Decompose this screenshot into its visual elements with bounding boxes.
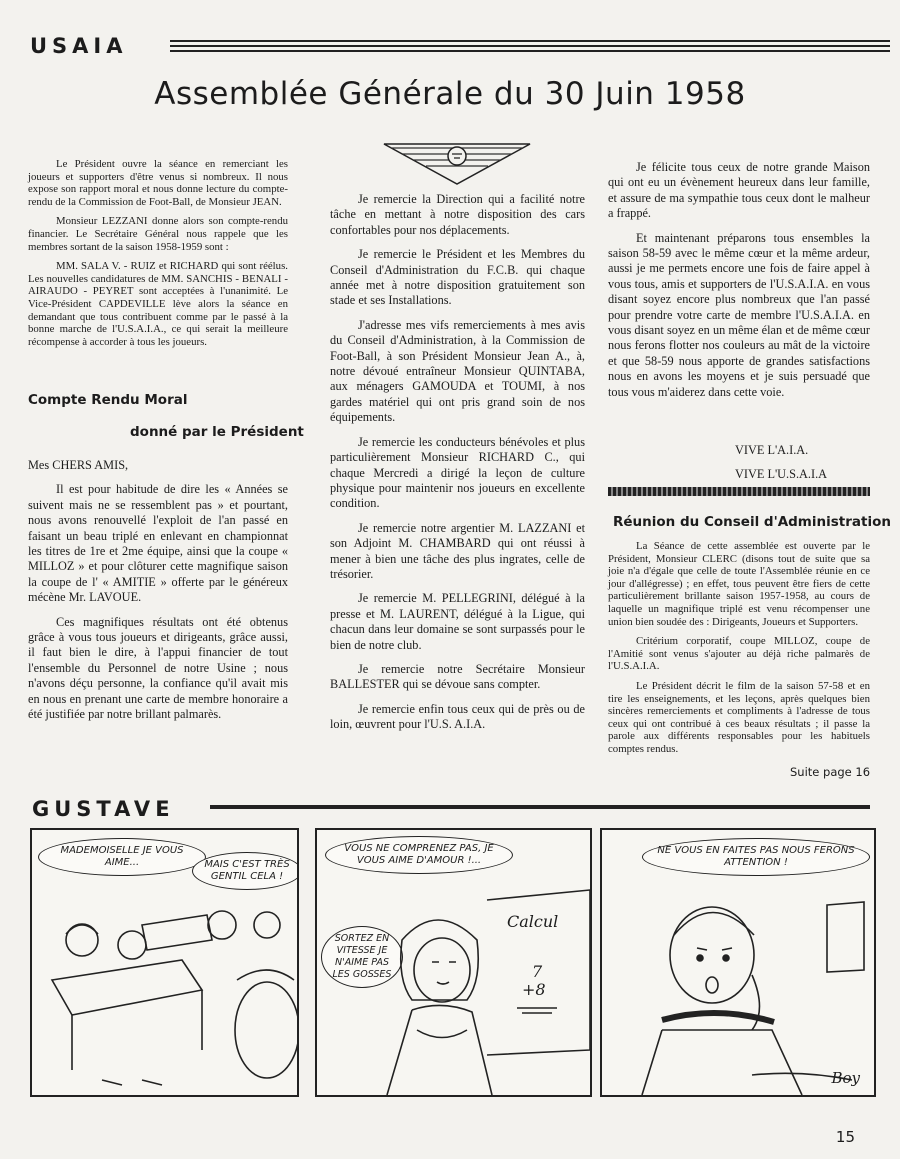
reunion-paragraph: La Séance de cette assemblée est ouverte par le Président, Monsieur CLERC (disons tout de suite que sa joie n'a d'égale que celle de toute l'Assemblée réunie en ce jour d'allégresse) ; en effet, tous peuvent être fiers de cette particulièrement brillante saison 1957-1958, au cours de laquelle un magnifique triplé est venu récompenser une union bien soudée des : Dirigeants, Joueurs et Supporters.	[608, 540, 870, 628]
speech-bubble: NE VOUS EN FAITES PAS NOUS FERONS ATTENTION !	[642, 838, 870, 876]
comic-panel-2	[315, 828, 592, 1097]
intro-paragraph: Le Président ouvre la séance en remerciant les joueurs et supporters d'être venus si nombreux. Il nous expose son rapport moral et nous donne lecture du compte-rendu de la Commission de Foot-Ball, de Monsieur JEAN.	[28, 158, 288, 208]
column-3	[608, 160, 870, 409]
continued-note: Suite page 16	[790, 765, 871, 779]
blackboard-title: Calcul	[507, 912, 559, 931]
body-paragraph: Je félicite tous ceux de notre grande Maison qui ont eu un évènement heureux dans leur famille, et assure de ma sympathie tous ceux dont le malheur a frappé.	[608, 160, 870, 221]
body-paragraph: Je remercie notre argentier M. LAZZANI et son Adjoint M. CHAMBARD qui ont réussi à mener à bien une tâche des plus ingrates, celle de trésorier.	[330, 520, 585, 581]
speech-bubble: VOUS NE COMPRENEZ PAS, JE VOUS AIME D'AMOUR !...	[325, 836, 513, 874]
column-1	[28, 158, 288, 355]
reunion-paragraph: Le Président décrit le film de la saison 57-58 et en tire les enseignements, et les leçons, après quelques bien sincères remerciements et compliments à l'adresse de tous ceux qui ont contribué à ces beaux résultats ; il passe la parole aux différents responsables pour les habituels comptes rendus.	[608, 679, 870, 755]
teacher-drawing	[317, 830, 590, 1095]
intro-paragraph: Monsieur LEZZANI donne alors son compte-rendu financier. Le Secrétaire Général nous rappele que les membres sortant de la saison 1958-1959 sont :	[28, 215, 288, 253]
reunion-paragraph: Critérium corporatif, coupe MILLOZ, coupe de l'Amitié sont venus s'ajouter au déjà riche palmarès de l'U.S.A.I.A.	[608, 635, 870, 673]
speech-bubble: SORTEZ EN VITESSE JE N'AIME PAS LES GOSSES	[321, 926, 403, 988]
comic-panel-1	[30, 828, 299, 1097]
body-paragraph: Et maintenant préparons tous ensembles la saison 58-59 avec le même cœur et la même ardeur, aussi je me permets encore une fois de faire appel à vous tous, amis et supporters de l'U.S.A.I.A. en vous disant soyez encore plus nombreux que l'an passé pour prendre votre carte de membre l'U.S.A.I.A. en vous disant soyez en un même élan et de même cœur nous ferons flotter nos couleurs au mât de la victoire et que 58-59 nous apporte de grandes satisfactions nous en avons les moyens et je suis persuadé que tous vous m'aiderez dans cette voie.	[608, 230, 870, 399]
body-paragraph: J'adresse mes vifs remerciements à mes avis du Conseil d'Administration, à la Commission de Foot-Ball, à son Président Monsieur Jean A., à, notre dévoué entraîneur Monsieur QUINTABA, aux ménagers GAMOUDA et TOUMI, à nos gardes matériel qui ont pris grand soin de nos équipements.	[330, 317, 585, 425]
artist-signature: Boy	[831, 1069, 860, 1087]
body-paragraph: Je remercie la Direction qui a facilité notre tâche en mettant à notre disposition des cars confortables pour nos déplacements.	[330, 192, 585, 237]
boy-drawing	[602, 830, 874, 1095]
comic-title-rule	[210, 805, 870, 809]
body-paragraph: Je remercie enfin tous ceux qui de près ou de loin, œuvrent pour l'U.S. A.I.A.	[330, 701, 585, 732]
winged-emblem-icon	[382, 140, 532, 188]
speech-bubble: MADEMOISELLE JE VOUS AIME...	[38, 838, 206, 876]
blackboard-number: 7	[532, 962, 543, 981]
intro-paragraph: MM. SALA V. - RUIZ et RICHARD qui sont réélus. Les nouvelles candidatures de MM. SANCHIS - BENALI - AIRAUDO - PEYRET sont acceptées à l'unanimité. Le Vice-Président CAPDEVILLE lève alors la séance en demandant que tous contribuent comme par le passé à la bonne marche de l'U.S.A.I.A., ce qui serait la meilleure récompense à accorder à tous les joueurs.	[28, 260, 288, 348]
vive-usaia: VIVE L'U.S.A.I.A	[735, 467, 828, 481]
reunion-text	[608, 540, 870, 763]
subheading-president: donné par le Président	[130, 424, 304, 440]
body-paragraph: Je remercie notre Secrétaire Monsieur BALLESTER qui se dévoue sans compter.	[330, 661, 585, 692]
comic-title: GUSTAVE	[32, 797, 175, 821]
body-paragraph: Ces magnifiques résultats ont été obtenus grâce à vous tous joueurs et dirigeants, grâce aussi, il faut bien le dire, à l'appui financier de tout l'ensemble du Personnel de notre Usine ; nous n'avons déçu personne, la confiance qu'il avait mis en nous en prenant une carte de membre honoraire a été justifiée par notre brillant palmarès.	[28, 614, 288, 722]
comic-panel-3	[600, 828, 876, 1097]
body-paragraph: Je remercie le Président et les Membres du Conseil d'Administration du F.C.B. qui chaque année met à notre disposition gratuitement son stade et ses Installations.	[330, 247, 585, 308]
body-paragraph: Je remercie les conducteurs bénévoles et plus particulièrement Monsieur RICHARD C., qui chaque Mercredi a dirigé la leçon de culture physique pour maintenir nos joueurs en excellente condition.	[330, 434, 585, 511]
speech-bubble: MAIS C'EST TRÈS GENTIL CELA !	[192, 852, 299, 890]
column-1-body	[28, 458, 288, 732]
vive-aia: VIVE L'A.I.A.	[735, 443, 809, 457]
body-paragraph: Il est pour habitude de dire les « Années se suivent mais ne se ressemblent pas » et pourtant, nous avons renouvellé l'exploit de l'an passé en faisant un beau triplé en enlevant en championnat les titres de 1re et 2me équipe, ainsi que la coupe « MILLOZ » et pour clôturer cette magnifique saison la coupe de l' « AMITIE » offerte par le généreux mécène Mr. LAVOUE.	[28, 482, 288, 605]
usaia-logo: USAIA	[30, 34, 128, 58]
column-2	[330, 192, 585, 742]
masthead	[30, 34, 890, 64]
salutation: Mes CHERS AMIS,	[28, 458, 129, 472]
page-title: Assemblée Générale du 30 Juin 1958	[154, 76, 746, 112]
classroom-drawing	[32, 830, 297, 1095]
masthead-rule	[170, 40, 890, 52]
body-paragraph: Je remercie M. PELLEGRINI, délégué à la presse et M. LAURENT, délégué à la Ligue, qui chacun dans leur domaine se sont surpassés pour le bien de notre club.	[330, 591, 585, 652]
subheading-reunion: Réunion du Conseil d'Administration	[613, 514, 891, 530]
blackboard-number: +8	[522, 980, 546, 999]
page-number: 15	[835, 1128, 855, 1146]
section-divider	[608, 487, 870, 496]
subheading-compte-rendu: Compte Rendu Moral	[28, 392, 188, 408]
